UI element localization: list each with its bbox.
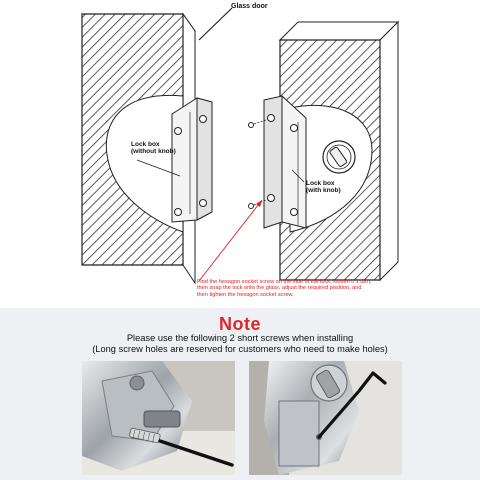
lock-box-with-knob-label [306, 180, 341, 194]
right-box-label-line1: Lock box [306, 180, 335, 187]
screw-icon [268, 115, 275, 122]
screw-photo-left [82, 361, 235, 475]
glass-door-label: Glass door [231, 3, 268, 10]
screw-icon [291, 125, 298, 132]
installation-instruction: Find the hexagon socket screw on the side of the lock, loosen it 1 turn, then snap the lock onto the glass, adjust the required position, and then tighten the hexagon socket screw. [197, 279, 372, 298]
screw-icon [175, 209, 182, 216]
left-box-label-line2: (without knob) [131, 148, 176, 155]
loose-screw-icon [249, 123, 254, 128]
note-line-2: (Long screw holes are reserved for customers who need to make holes) [92, 344, 388, 354]
screw-icon [175, 128, 182, 135]
screw-icon [200, 200, 207, 207]
loose-screw-icon [249, 204, 254, 209]
right-box-label-line2: (with knob) [306, 187, 341, 194]
glass-door-arrow [199, 8, 232, 40]
left-box-label-line1: Lock box [131, 141, 160, 148]
screw-icon [291, 209, 298, 216]
note-section [0, 308, 480, 480]
note-title: Note [219, 314, 261, 334]
lock-box-without-knob [172, 98, 212, 222]
knob-icon [323, 141, 355, 173]
screw-photo-right [249, 361, 402, 475]
lock-box-without-knob-label [131, 141, 176, 155]
screw-icon [200, 116, 207, 123]
screw-icon [268, 195, 275, 202]
note-line-1: Please use the following 2 short screws when installing [126, 333, 354, 343]
